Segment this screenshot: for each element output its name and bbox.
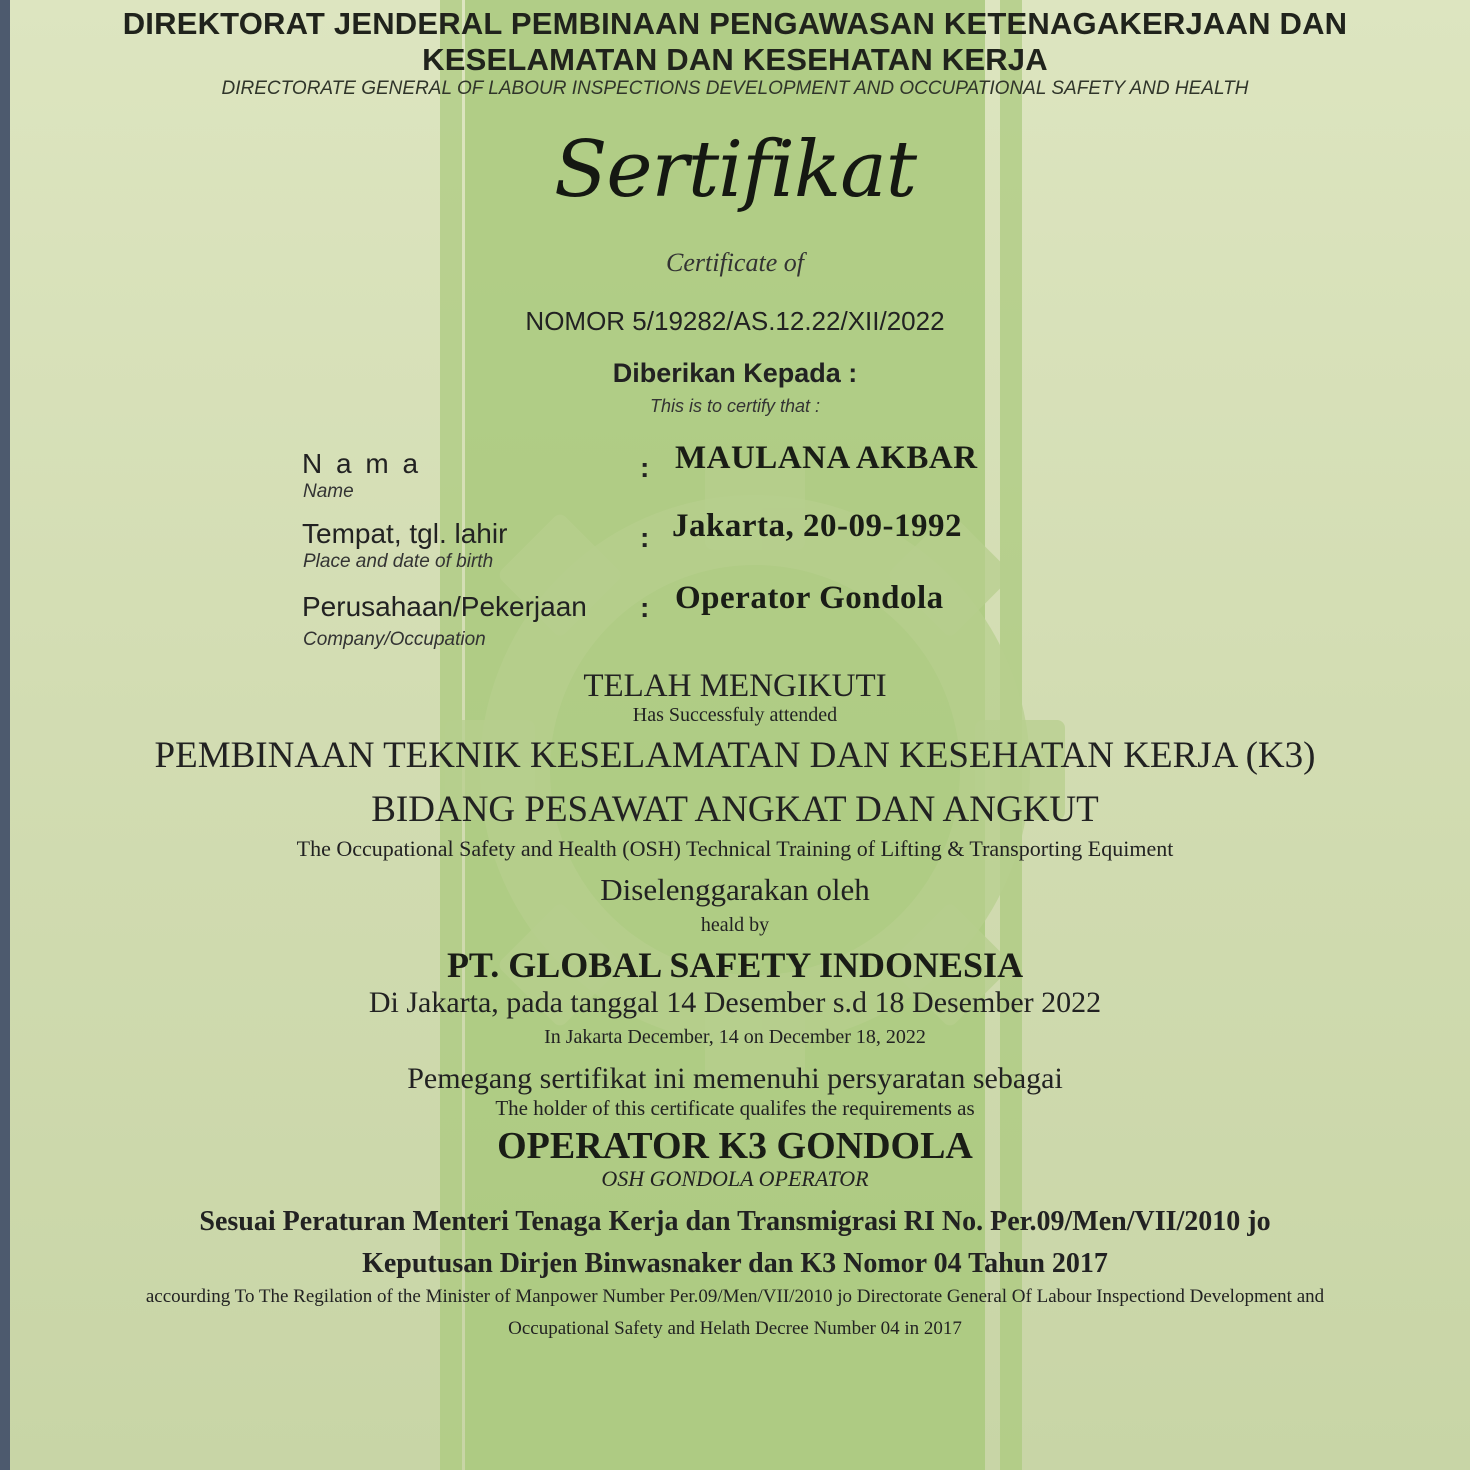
- regulation-line2: Keputusan Dirjen Binwasnaker dan K3 Nomor 04 Tahun 2017: [362, 1248, 1108, 1279]
- training-date: Di Jakarta, pada tanggal 14 Desember s.d 18 Desember 2022: [368, 986, 1102, 1019]
- directorate-title-line1: DIREKTORAT JENDERAL PEMBINAAN PENGAWASAN KETENAGAKERJAAN DAN: [122, 6, 1348, 41]
- certificate-number: NOMOR 5/19282/AS.12.22/XII/2022: [525, 306, 945, 336]
- occupation-sublabel: Company/Occupation: [303, 629, 486, 650]
- training-title-line1: PEMBINAAN TEKNIK KESELAMATAN DAN KESEHATAN KERJA (K3): [154, 735, 1316, 776]
- holder-role: OPERATOR K3 GONDOLA: [497, 1125, 973, 1167]
- certificate-title: Sertifikat: [553, 125, 917, 215]
- organizer-name: PT. GLOBAL SAFETY INDONESIA: [446, 945, 1024, 985]
- name-value: MAULANA AKBAR: [675, 440, 978, 476]
- birth-colon: :: [640, 522, 650, 553]
- birth-sublabel: Place and date of birth: [303, 551, 494, 572]
- occupation-value: Operator Gondola: [675, 580, 944, 616]
- occupation-colon: :: [640, 592, 650, 623]
- holder-english: The holder of this certificate qualifes the requirements as: [495, 1096, 975, 1120]
- directorate-title-line2: KESELAMATAN DAN KESEHATAN KERJA: [422, 42, 1048, 77]
- training-title-line2: BIDANG PESAWAT ANGKAT DAN ANGKUT: [371, 789, 1099, 830]
- directorate-title-english: DIRECTORATE GENERAL OF LABOUR INSPECTIONS DEVELOPMENT AND OCCUPATIONAL SAFETY AND HEALTH: [221, 78, 1249, 99]
- attended-english: Has Successfuly attended: [632, 704, 838, 726]
- given-to-label: Diberikan Kepada :: [612, 358, 858, 388]
- certificate-title-english: Certificate of: [666, 248, 804, 277]
- training-title-english: The Occupational Safety and Health (OSH) Technical Training of Lifting & Transporting Equiment: [296, 836, 1174, 861]
- name-label: N a m a: [302, 448, 422, 479]
- holder-role-english: OSH GONDOLA OPERATOR: [601, 1166, 869, 1191]
- birth-value: Jakarta, 20-09-1992: [672, 508, 962, 544]
- name-colon: :: [640, 452, 650, 483]
- organizer-label: Diselenggarakan oleh: [600, 872, 870, 907]
- given-to-english: This is to certify that :: [649, 396, 821, 416]
- birth-label: Tempat, tgl. lahir: [302, 518, 508, 549]
- regulation-line1: Sesuai Peraturan Menteri Tenaga Kerja dan Transmigrasi RI No. Per.09/Men/VII/2010 jo: [199, 1206, 1271, 1237]
- name-sublabel: Name: [303, 481, 354, 502]
- training-date-english: In Jakarta December, 14 on December 18, 2022: [544, 1026, 926, 1048]
- organizer-english: heald by: [700, 914, 770, 936]
- regulation-english-line1: accourding To The Regilation of the Minister of Manpower Number Per.09/Men/VII/2010 jo Directorate General Of Labour Inspectiond Development and: [145, 1286, 1325, 1307]
- attended-label: TELAH MENGIKUTI: [583, 668, 887, 704]
- occupation-label: Perusahaan/Pekerjaan: [302, 591, 587, 622]
- regulation-english-line2: Occupational Safety and Helath Decree Number 04 in 2017: [508, 1318, 962, 1339]
- holder-label: Pemegang sertifikat ini memenuhi persyaratan sebagai: [407, 1062, 1063, 1095]
